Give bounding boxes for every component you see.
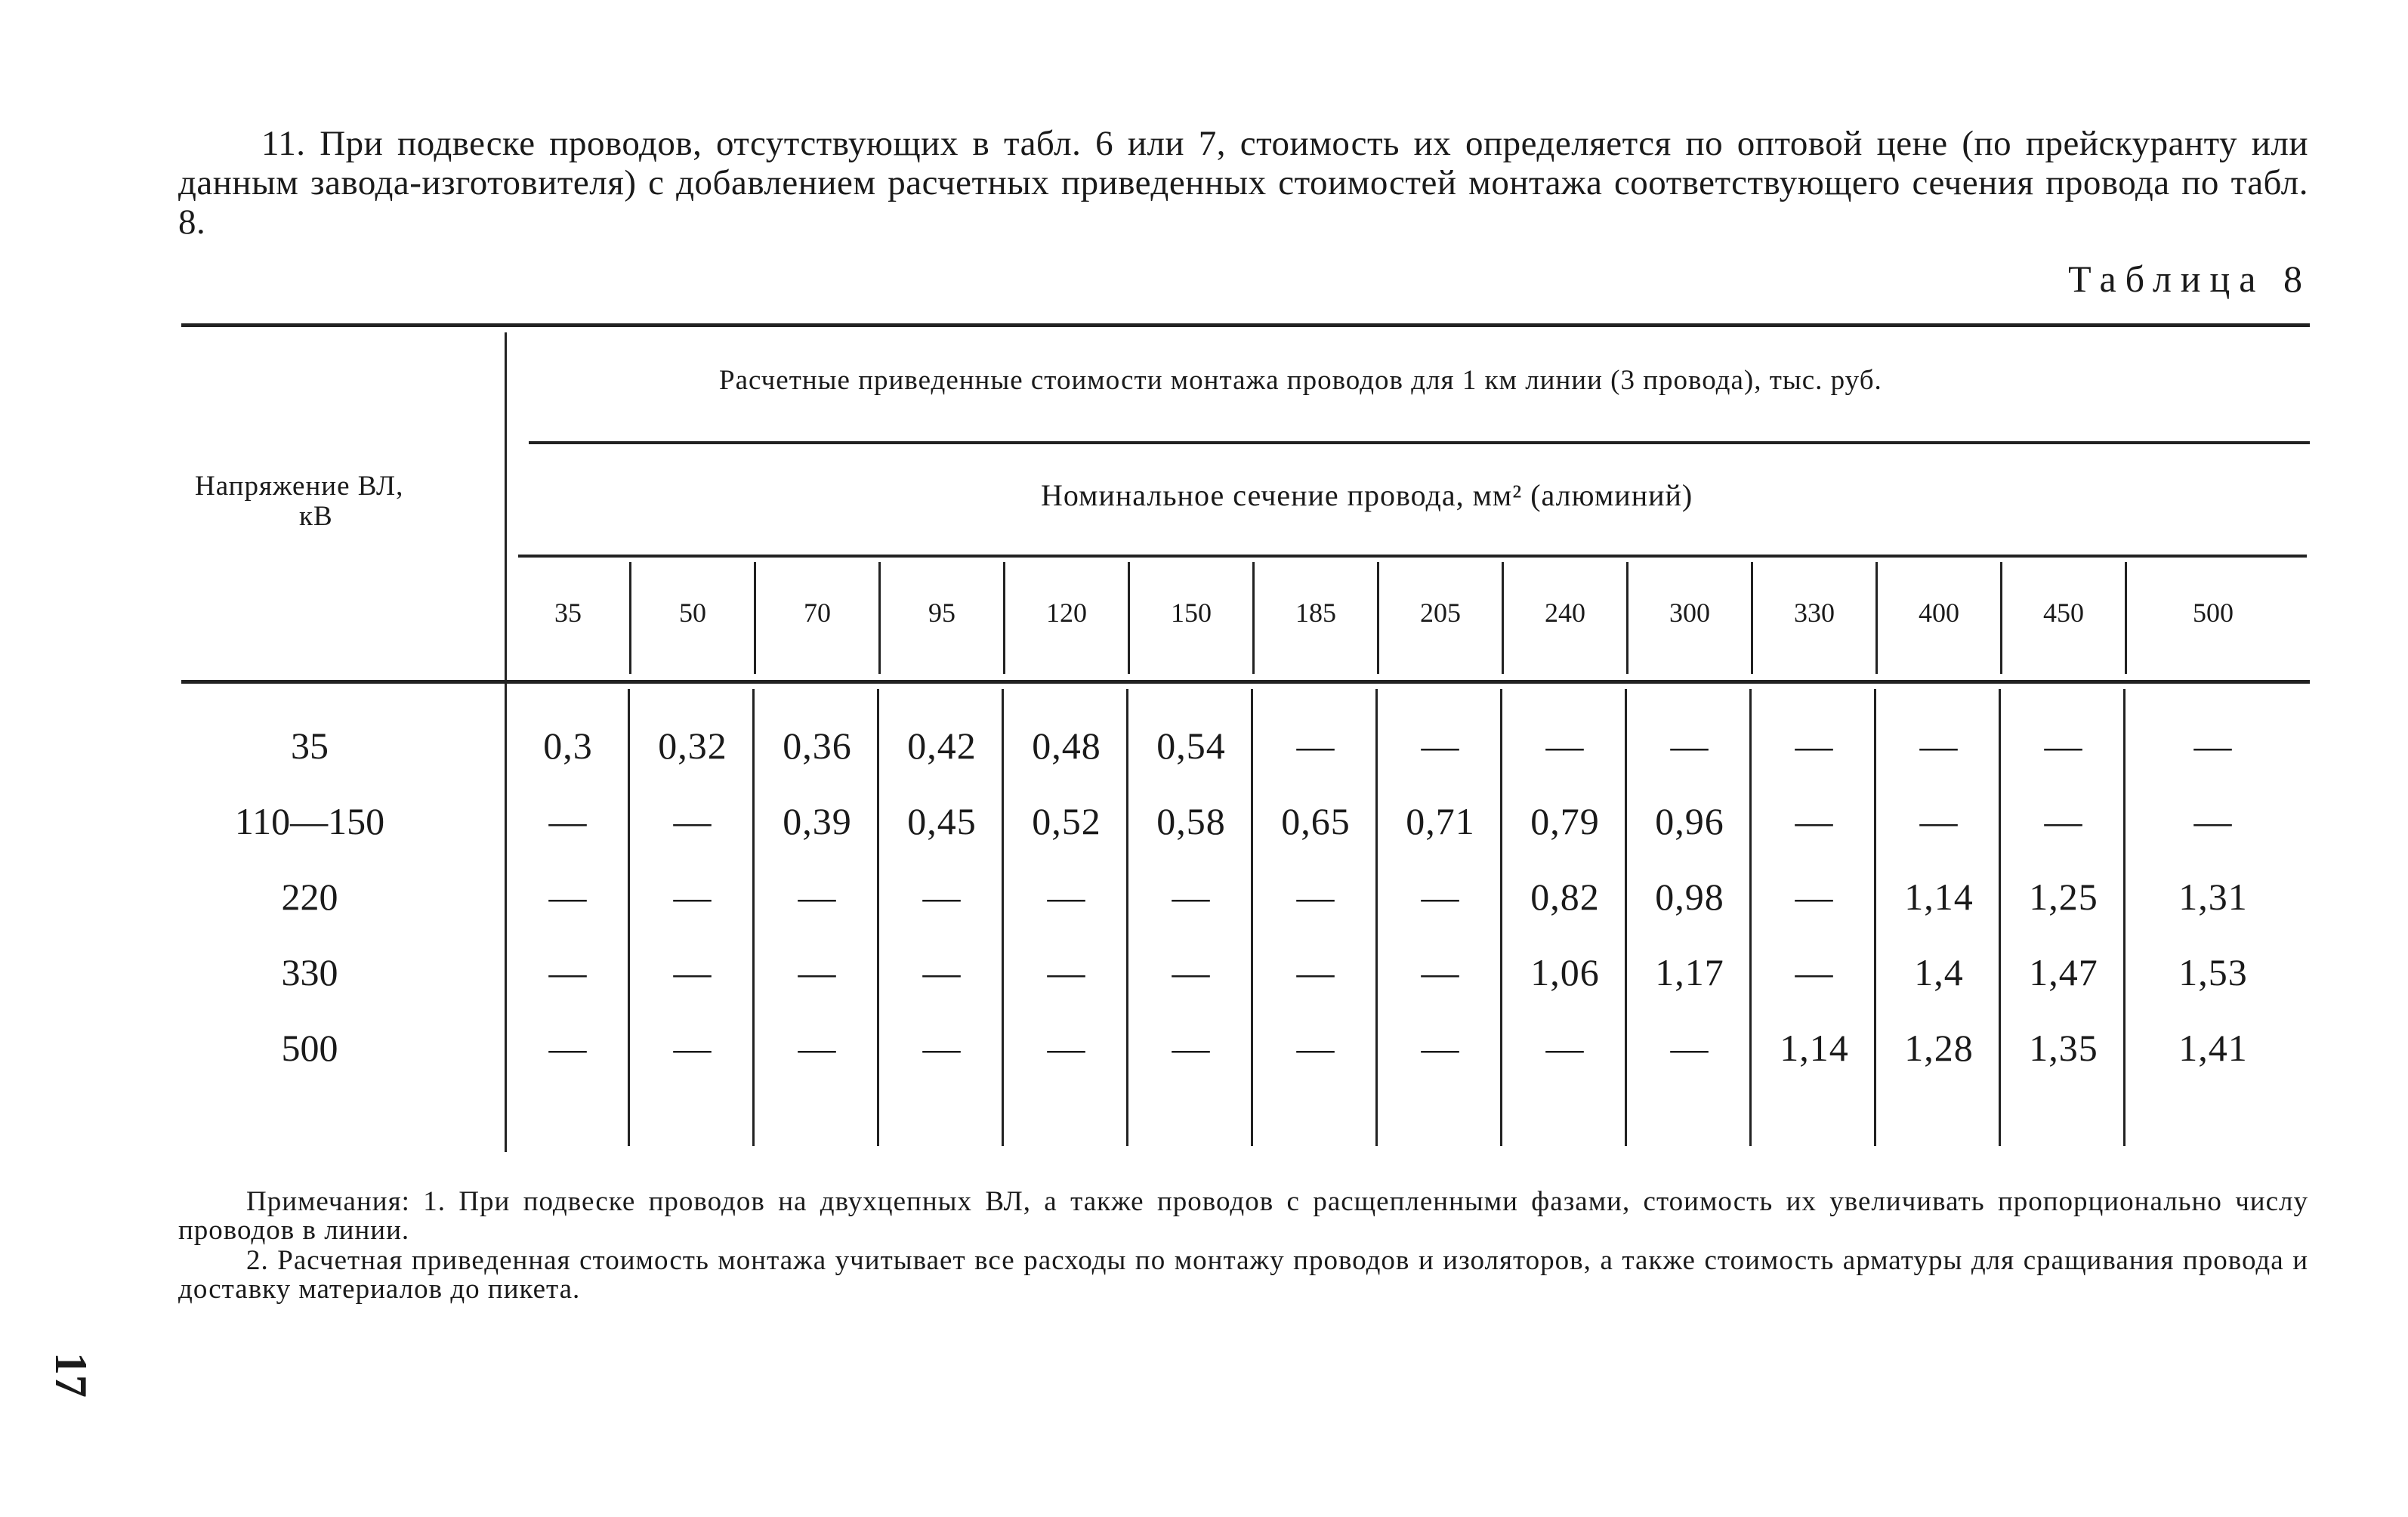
intro-paragraph: 11. При подвеске проводов, отсутствующих в табл. 6 или 7, стоимость их определяется по оптовой цене (по прейскуранту или данным завода-изготовителя) с добавлением расчетных приведенных стоимостей монтажа соответствующего сечения провода по табл. 8. — [178, 124, 2308, 242]
table-cell: 1,41 — [2178, 1027, 2248, 1069]
row-header-label-2: кВ — [299, 501, 333, 532]
table-cell: 0,48 — [1032, 725, 1101, 767]
page-number: 17 — [46, 1352, 96, 1398]
table-cell: 1,25 — [2029, 876, 2098, 918]
table-cell: 0,98 — [1655, 876, 1724, 918]
table-cell: — — [1172, 876, 1211, 918]
table-cell: — — [922, 876, 962, 918]
table-cell: — — [922, 951, 962, 993]
table-cell: 0,45 — [907, 800, 977, 842]
table-cell: — — [798, 1027, 837, 1069]
group-header-rule — [529, 441, 2310, 444]
table-cell: — — [1172, 1027, 1211, 1069]
table-cell: — — [1296, 951, 1335, 993]
table-cell: 1,53 — [2178, 951, 2248, 993]
column-header: 330 — [1794, 598, 1835, 628]
table-cell: — — [1545, 725, 1585, 767]
table-cell: — — [1047, 876, 1086, 918]
table-cell: — — [1795, 951, 1834, 993]
table-top-rule — [181, 323, 2310, 327]
table-cell: — — [1296, 876, 1335, 918]
column-header: 150 — [1171, 598, 1212, 628]
table-cell: — — [1919, 800, 1959, 842]
table-cell: 0,52 — [1032, 800, 1101, 842]
table-cell: 0,82 — [1530, 876, 1600, 918]
table-cell: 0,96 — [1655, 800, 1724, 842]
table-cell: 0,32 — [658, 725, 727, 767]
column-header: 70 — [804, 598, 831, 628]
column-header-rule — [181, 680, 2310, 684]
column-header: 500 — [2193, 598, 2234, 628]
table-cell: — — [548, 800, 588, 842]
table-cell: — — [1421, 951, 1460, 993]
table-cell: 1,14 — [1780, 1027, 1849, 1069]
table-cell: 0,54 — [1156, 725, 1226, 767]
table-cell: — — [2193, 800, 2233, 842]
row-label: 35 — [291, 725, 329, 767]
column-header: 450 — [2043, 598, 2084, 628]
table-cell: — — [548, 951, 588, 993]
table-cell: — — [1296, 1027, 1335, 1069]
row-label: 500 — [281, 1027, 338, 1069]
table-cell: 0,39 — [783, 800, 852, 842]
table-cell: — — [798, 876, 837, 918]
note-1: Примечания: 1. При подвеске проводов на двухцепных ВЛ, а также проводов с расщепленными фазами, стоимость их увеличивать пропорционально числу проводов в линии. — [178, 1186, 2308, 1246]
table-cell: — — [1047, 1027, 1086, 1069]
table-cell: — — [1172, 951, 1211, 993]
column-header: 50 — [679, 598, 706, 628]
table-cell: 1,4 — [1914, 951, 1964, 993]
table-cell: — — [1421, 1027, 1460, 1069]
table-cell: — — [798, 951, 837, 993]
row-label: 220 — [281, 876, 338, 918]
column-header: 120 — [1046, 598, 1087, 628]
table-cell: — — [2044, 725, 2083, 767]
table-caption: Таблица 8 — [2068, 258, 2311, 300]
table-cell: — — [1296, 725, 1335, 767]
table-cell: 1,14 — [1904, 876, 1974, 918]
table-cell: — — [673, 1027, 712, 1069]
column-header: 240 — [1545, 598, 1585, 628]
table-cell: 0,79 — [1530, 800, 1600, 842]
table-cell: 1,17 — [1655, 951, 1724, 993]
column-header: 300 — [1669, 598, 1710, 628]
table-cell: — — [1421, 876, 1460, 918]
note-2: 2. Расчетная приведенная стоимость монтажа учитывает все расходы по монтажу проводов и изоляторов, а также стоимость арматуры для сращивания провода и доставку материалов до пикета. — [178, 1245, 2308, 1305]
row-label: 330 — [281, 951, 338, 993]
table-cell: — — [1795, 725, 1834, 767]
group-header: Расчетные приведенные стоимости монтажа проводов для 1 км линии (3 провода), тыс. руб. — [719, 365, 1882, 396]
table-cell: — — [1545, 1027, 1585, 1069]
column-header: 185 — [1295, 598, 1336, 628]
row-header-label-1: Напряжение ВЛ, — [195, 471, 404, 502]
column-header: 35 — [554, 598, 582, 628]
table-cell: — — [673, 951, 712, 993]
table-cell: 1,35 — [2029, 1027, 2098, 1069]
table-cell: 0,58 — [1156, 800, 1226, 842]
table-cell: 1,28 — [1904, 1027, 1974, 1069]
sub-header: Номинальное сечение провода, мм² (алюминий) — [1041, 478, 1693, 512]
table-cell: — — [1047, 951, 1086, 993]
table-cell: — — [2044, 800, 2083, 842]
sub-header-rule — [518, 555, 2307, 558]
table-cell: — — [1421, 725, 1460, 767]
table-cell: — — [2193, 725, 2233, 767]
table-cell: 1,47 — [2029, 951, 2098, 993]
table-cell: — — [673, 800, 712, 842]
column-header: 205 — [1420, 598, 1461, 628]
table-cell: 0,36 — [783, 725, 852, 767]
table-cell: — — [1670, 725, 1709, 767]
table-cell: — — [1795, 876, 1834, 918]
table-cell: 1,31 — [2178, 876, 2248, 918]
row-label: 110—150 — [234, 800, 385, 842]
table-cell: 0,3 — [543, 725, 593, 767]
table-cell: 0,42 — [907, 725, 977, 767]
table-cell: 0,71 — [1406, 800, 1475, 842]
table-cell: — — [1670, 1027, 1709, 1069]
column-header: 400 — [1919, 598, 1959, 628]
table-cell: — — [673, 876, 712, 918]
table-cell: — — [548, 876, 588, 918]
table-cell: — — [1795, 800, 1834, 842]
table-cell: — — [922, 1027, 962, 1069]
table-cell: 0,65 — [1281, 800, 1351, 842]
column-header: 95 — [928, 598, 955, 628]
table-cell: — — [1919, 725, 1959, 767]
table-cell: 1,06 — [1530, 951, 1600, 993]
table-cell: — — [548, 1027, 588, 1069]
